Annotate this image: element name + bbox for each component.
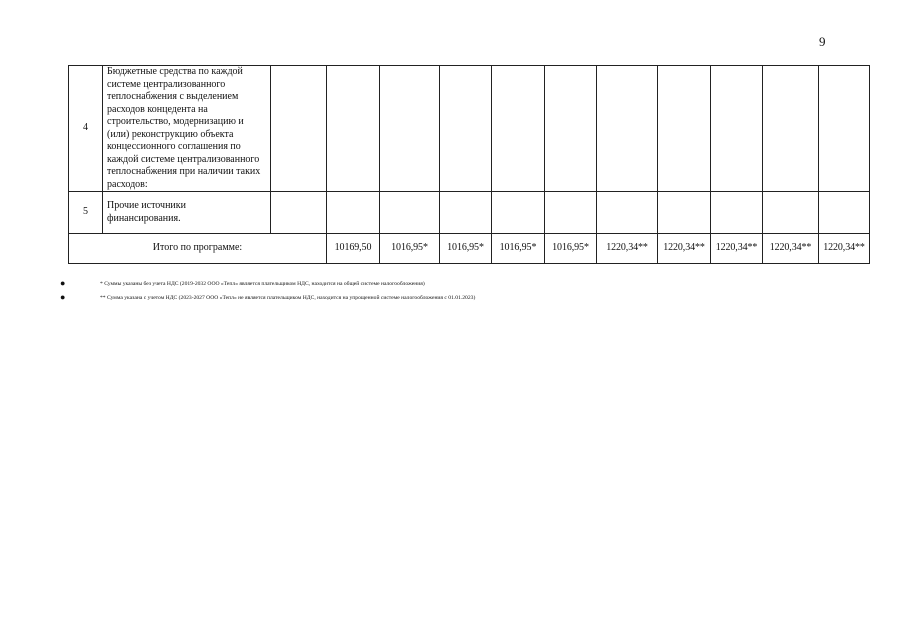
bullet-icon: ● [60, 292, 66, 302]
table-row [69, 192, 870, 234]
total-label: Итого по программе: [69, 234, 327, 264]
empty-cell [545, 192, 597, 234]
total-value: 1220,34** [597, 234, 658, 264]
row-description: Прочие источники финансирования. [103, 192, 271, 234]
empty-cell [763, 66, 819, 192]
total-value: 1016,95* [440, 234, 492, 264]
total-value: 1016,95* [380, 234, 440, 264]
page-number: 9 [819, 34, 826, 49]
table-row [69, 66, 870, 192]
row-number: 5 [69, 192, 103, 234]
total-row [69, 234, 870, 264]
empty-cell [380, 192, 440, 234]
total-value: 1016,95* [545, 234, 597, 264]
total-value: 1220,34** [819, 234, 870, 264]
total-value: 1220,34** [658, 234, 711, 264]
empty-cell [545, 66, 597, 192]
empty-cell [271, 192, 327, 234]
total-value: 1220,34** [763, 234, 819, 264]
financing-table [68, 65, 870, 264]
row-description: Бюджетные средства по каждой системе централизованного теплоснабжения с выделением расходов концедента на строительство, модернизацию и (или) реконструкцию объекта концессионного соглашения по каждой системе централизованного теплоснабжения при наличии таких расходов: [103, 66, 271, 192]
row-number: 4 [69, 66, 103, 192]
empty-cell [819, 66, 870, 192]
empty-cell [597, 192, 658, 234]
total-value: 1016,95* [492, 234, 545, 264]
empty-cell [711, 192, 763, 234]
total-value: 10169,50 [327, 234, 380, 264]
bullet-icon: ● [60, 278, 66, 288]
empty-cell [327, 66, 380, 192]
empty-cell [440, 192, 492, 234]
total-value: 1220,34** [711, 234, 763, 264]
empty-cell [440, 66, 492, 192]
empty-cell [658, 66, 711, 192]
empty-cell [597, 66, 658, 192]
empty-cell [492, 66, 545, 192]
empty-cell [711, 66, 763, 192]
empty-cell [763, 192, 819, 234]
footnote-text: * Суммы указаны без учета НДС (2019-2032 ООО «Тепл» является плательщиком НДС, находится на общей системе налогообложения) [100, 281, 425, 287]
empty-cell [380, 66, 440, 192]
footnote-text: ** Сумма указана с учетом НДС (2023-2027 ООО «Тепл» не является плательщиком НДС, находится на упрощенной системе налогообложения с 01.01.2023) [100, 295, 476, 301]
empty-cell [271, 66, 327, 192]
empty-cell [658, 192, 711, 234]
empty-cell [492, 192, 545, 234]
empty-cell [819, 192, 870, 234]
empty-cell [327, 192, 380, 234]
